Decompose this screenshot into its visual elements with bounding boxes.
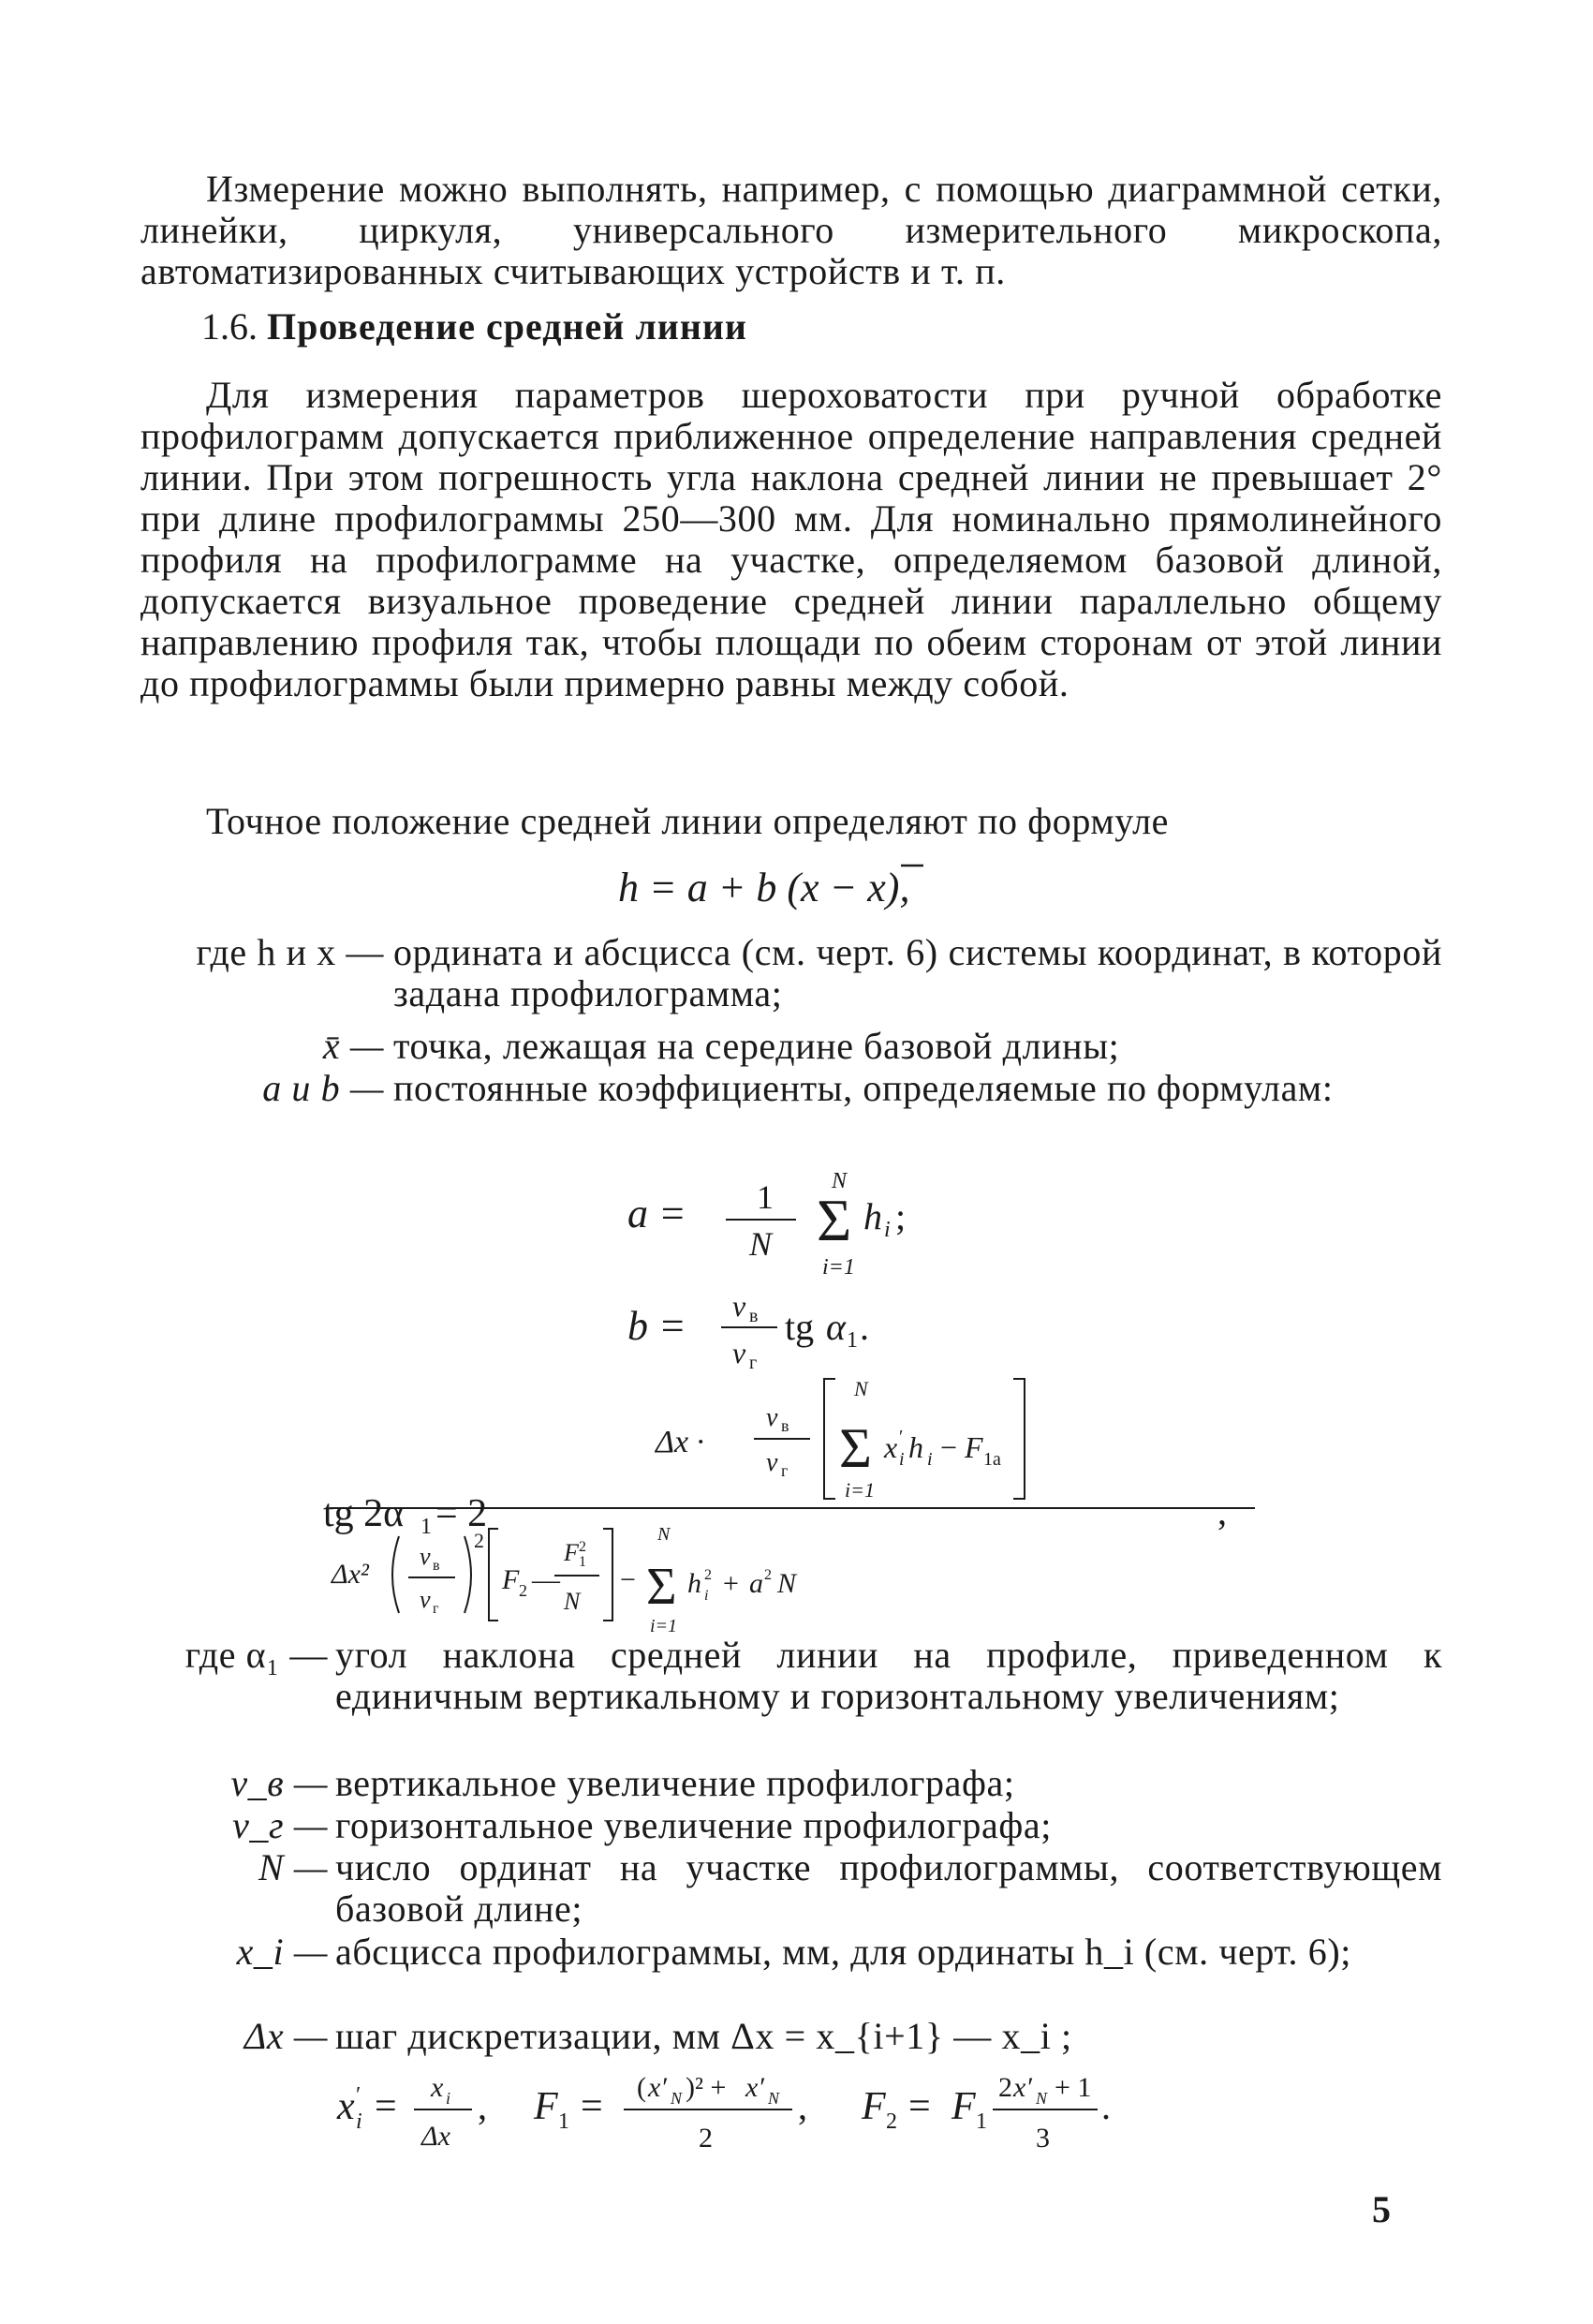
svg-text:(: (: [637, 2072, 646, 2103]
definition-term: N —: [258, 1846, 328, 1888]
svg-text:1: 1: [847, 1328, 858, 1353]
svg-text:+: +: [723, 1568, 739, 1599]
svg-text:г: г: [781, 1461, 789, 1480]
svg-text:.: .: [1101, 2085, 1111, 2127]
definition-text: постоянные коэффициенты, определяемые по формулам:: [393, 1067, 1334, 1109]
svg-text:v: v: [766, 1403, 778, 1432]
svg-text:tg 2α: tg 2α: [323, 1492, 405, 1535]
svg-text:1a: 1a: [983, 1449, 1001, 1470]
svg-text:h: h: [687, 1568, 701, 1599]
svg-text:Σ: Σ: [839, 1417, 872, 1479]
svg-text:2: 2: [886, 2109, 897, 2134]
definition-h-x: [139, 932, 384, 973]
svg-text:,: ,: [478, 2085, 487, 2127]
formula-a: [618, 1162, 974, 1283]
svg-text:Δx: Δx: [421, 2121, 450, 2152]
definition-alpha: [140, 1635, 328, 1676]
formula-main: [599, 852, 1030, 918]
svg-text:x: x: [337, 2085, 355, 2128]
svg-text:в: в: [749, 1306, 759, 1326]
definition-text: точка, лежащая на середине базовой длины;: [393, 1025, 1120, 1067]
svg-text:.: .: [860, 1306, 869, 1348]
svg-text:b =: b =: [627, 1303, 686, 1349]
section-number: 1.6.: [201, 305, 258, 348]
svg-text:=: =: [581, 2085, 603, 2128]
svg-text:h: h: [863, 1195, 882, 1237]
svg-text:x′: x′: [648, 2072, 667, 2103]
formula-tail: ,: [1217, 1490, 1227, 1532]
svg-text:N: N: [768, 2089, 780, 2108]
svg-text:i: i: [704, 1588, 709, 1604]
svg-text:−: −: [940, 1430, 958, 1464]
svg-text:=: =: [908, 2085, 931, 2128]
definition-vv: [140, 1763, 328, 1804]
paragraph-measurement: Измерение можно выполнять, например, с помощью диаграммной сетки, линейки, циркуля, универсального измерительного микроскопа, автоматизированных считывающих устройств и т. п.: [140, 168, 1442, 292]
svg-text:i=1: i=1: [650, 1616, 678, 1636]
svg-text:1: 1: [579, 1554, 586, 1570]
svg-text:h = a + b (x − x),: h = a + b (x − x),: [618, 865, 910, 910]
svg-text:N: N: [657, 1524, 671, 1545]
definition-term: где h и x —: [196, 931, 384, 973]
svg-text:x′: x′: [745, 2072, 764, 2103]
section-title: Проведение средней линии: [267, 305, 747, 348]
definition-text: угол наклона средней линии на профиле, приведенном к единичным вертикальному и горизонтальному увеличениям;: [335, 1634, 1442, 1717]
svg-text:Δx²: Δx²: [332, 1559, 369, 1590]
svg-text:N: N: [671, 2089, 683, 2108]
svg-text:г: г: [433, 1601, 439, 1617]
svg-text:x: x: [431, 2072, 444, 2103]
svg-text:2: 2: [764, 1567, 772, 1583]
definition-vg: [140, 1805, 328, 1846]
svg-text:N: N: [832, 1169, 848, 1193]
svg-text:i=1: i=1: [845, 1478, 875, 1502]
definition-text: горизонтальное увеличение профилографа;: [335, 1804, 1052, 1846]
definition-xi: [140, 1932, 328, 1973]
svg-text:F: F: [862, 2085, 886, 2128]
paragraph-mean-line: Для измерения параметров шероховатости при ручной обработке профилограмм допускается приближенное определение направления средней линии. При этом погрешность угла наклона средней линии не превышает 2° при длине профилограммы 250—300 мм. Для номинально прямолинейного профиля на профилограмме на участке, определяемом базовой длиной, допускается визуальное проведение средней линии параллельно общему направлению профиля так, чтобы площади по обеим сторонам от этой линии до профилограммы были примерно равны между собой.: [140, 374, 1442, 704]
svg-text:F: F: [951, 2085, 976, 2128]
svg-text:Δx ·: Δx ·: [656, 1425, 705, 1459]
svg-text:v: v: [732, 1289, 746, 1323]
svg-text:i: i: [884, 1218, 891, 1242]
svg-text:N: N: [564, 1588, 581, 1615]
svg-text:a =: a =: [627, 1191, 686, 1236]
svg-text:2: 2: [519, 1581, 527, 1600]
svg-text:)² +: )² +: [686, 2072, 727, 2103]
svg-text:,: ,: [798, 2085, 807, 2127]
svg-text:v: v: [420, 1586, 431, 1613]
paragraph-exact-position: Точное положение средней линии определяют по формуле: [206, 800, 1170, 842]
definition-term: v_г —: [232, 1804, 328, 1846]
svg-text:v: v: [766, 1448, 778, 1477]
svg-text:′: ′: [356, 2083, 361, 2108]
definition-text: абсцисса профилограммы, мм, для ординаты h_i (см. черт. 6);: [335, 1931, 1351, 1973]
svg-text:a: a: [749, 1568, 763, 1599]
definition-term: x_i —: [236, 1931, 328, 1973]
definition-x-bar: [139, 1026, 384, 1067]
svg-text:в: в: [781, 1416, 789, 1435]
definition-text: число ординат на участке профилограммы, соответствующем базовой длине;: [335, 1846, 1442, 1930]
svg-text:в: в: [433, 1558, 440, 1574]
svg-text:2: 2: [579, 1539, 586, 1555]
svg-text:tg: tg: [785, 1306, 815, 1348]
svg-text:i: i: [927, 1449, 933, 1470]
svg-text:i: i: [356, 2109, 362, 2134]
definition-dx: [140, 2016, 328, 2057]
svg-text:′: ′: [899, 1427, 904, 1447]
svg-text:N: N: [1036, 2089, 1048, 2108]
svg-text:x: x: [884, 1430, 898, 1464]
svg-text:N: N: [854, 1377, 868, 1400]
svg-text:i: i: [899, 1449, 905, 1470]
svg-text:h: h: [908, 1430, 923, 1464]
definition-n: [140, 1847, 328, 1888]
formula-tg-lhs: [323, 1485, 510, 1541]
svg-text:3: 3: [1036, 2123, 1050, 2154]
svg-text:—: —: [532, 1564, 560, 1595]
definition-term: где α₁ —: [184, 1634, 328, 1676]
svg-text:=: =: [375, 2085, 397, 2128]
svg-text:;: ;: [895, 1195, 907, 1237]
svg-text:x′: x′: [1013, 2072, 1032, 2103]
svg-text:Σ: Σ: [817, 1187, 852, 1253]
svg-text:Σ: Σ: [646, 1558, 677, 1616]
svg-text:+ 1: + 1: [1055, 2072, 1092, 2103]
svg-text:1: 1: [976, 2109, 987, 2134]
svg-text:N: N: [777, 1568, 797, 1599]
svg-text:α: α: [826, 1306, 846, 1348]
svg-text:F: F: [502, 1564, 520, 1595]
definition-term: a и b —: [262, 1067, 384, 1109]
svg-text:−: −: [620, 1564, 636, 1595]
svg-text:i: i: [446, 2089, 451, 2108]
svg-text:г: г: [749, 1353, 758, 1373]
svg-text:1: 1: [420, 1515, 432, 1539]
svg-text:1: 1: [558, 2109, 569, 2134]
svg-text:2: 2: [699, 2123, 713, 2154]
svg-text:2: 2: [998, 2072, 1012, 2103]
svg-text:2: 2: [474, 1529, 484, 1552]
svg-text:F: F: [965, 1430, 983, 1464]
svg-text:1: 1: [757, 1178, 774, 1216]
formula-bottom: [328, 2061, 1264, 2173]
svg-text:2: 2: [704, 1567, 712, 1583]
definition-term: v_в —: [230, 1762, 328, 1804]
definition-a-b: [139, 1068, 384, 1109]
definition-text: вертикальное увеличение профилографа;: [335, 1762, 1015, 1804]
svg-text:= 2: = 2: [435, 1492, 488, 1535]
svg-text:N: N: [749, 1225, 773, 1263]
svg-text:i=1: i=1: [822, 1255, 855, 1280]
svg-text:F: F: [564, 1539, 579, 1566]
definition-text: ордината и абсцисса (см. черт. 6) системы координат, в которой задана профилограмма;: [393, 931, 1442, 1014]
svg-text:v: v: [420, 1543, 431, 1570]
page-number: 5: [1372, 2188, 1391, 2230]
section-heading: [201, 304, 747, 348]
definition-term: x̄ —: [322, 1025, 384, 1067]
definition-text: шаг дискретизации, мм Δx = x_{i+1} — x_i ;: [335, 2015, 1072, 2057]
svg-text:v: v: [732, 1336, 746, 1369]
definition-term: Δx —: [243, 2015, 328, 2057]
svg-text:F: F: [534, 2085, 558, 2128]
